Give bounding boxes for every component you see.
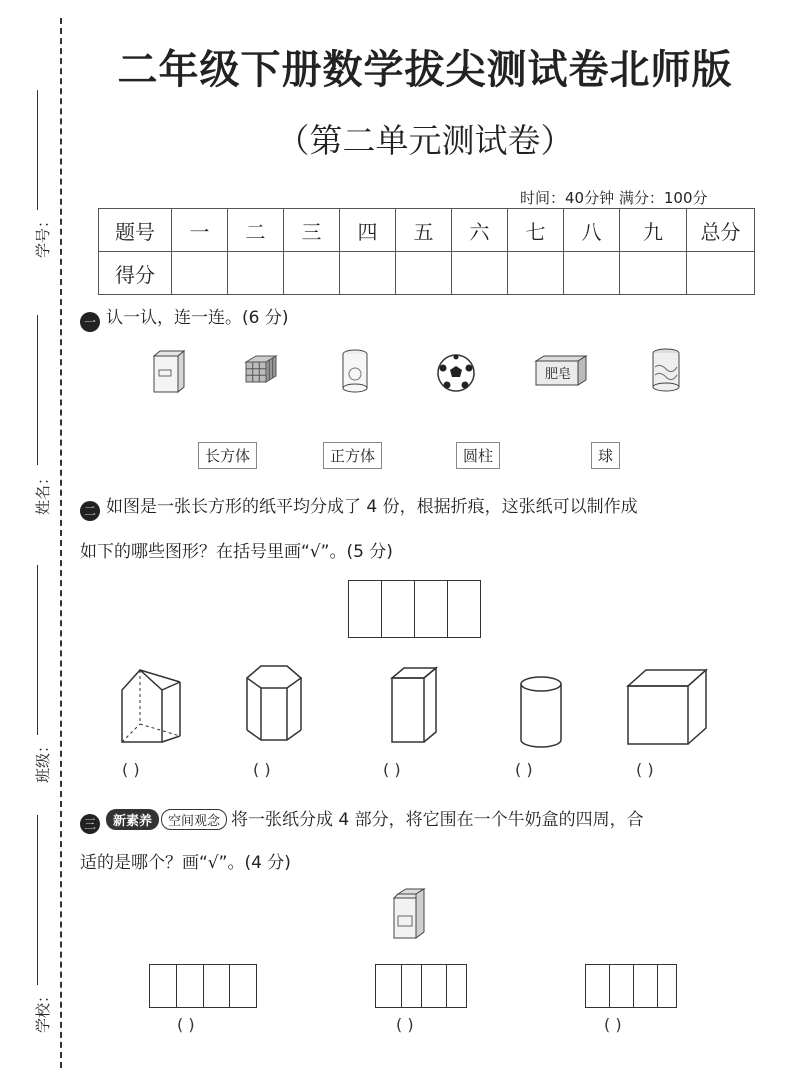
table-col-2: 二 [228, 209, 284, 252]
score-cell[interactable] [396, 252, 452, 295]
table-col-8: 八 [564, 209, 620, 252]
score-cell[interactable] [452, 252, 508, 295]
q2-answer-paren-3[interactable]: ( ) [383, 760, 401, 779]
school-line [37, 815, 38, 985]
page-subtitle: （第二单元测试卷） [276, 121, 574, 160]
q2-answer-paren-2[interactable]: ( ) [253, 760, 271, 779]
cube-shape [622, 664, 712, 748]
score-cell[interactable] [284, 252, 340, 295]
soap-image [534, 355, 588, 387]
score-table [98, 208, 755, 295]
cylinder-shape [516, 674, 566, 750]
new-literacy-badge: 新素养 [106, 809, 159, 830]
score-cell[interactable] [564, 252, 620, 295]
q3-text-line2: 适的是哪个？画“√”。(4 分) [80, 853, 291, 873]
table-col-3: 三 [284, 209, 340, 252]
score-cell[interactable] [228, 252, 284, 295]
name-label: 姓名： [34, 469, 53, 516]
q2-number-badge: 二 [80, 501, 100, 521]
q2-answer-paren-4[interactable]: ( ) [515, 760, 533, 779]
q2-answer-paren-1[interactable]: ( ) [122, 760, 140, 779]
q3-text-line1: 将一张纸分成 4 部分，将它围在一个牛奶盒的四周，合 [231, 810, 644, 830]
spatial-concept-badge: 空间观念 [161, 809, 227, 830]
rubiks-cube-image [242, 352, 282, 392]
q2-text-line2: 如下的哪些图形？在括号里画“√”。(5 分) [80, 542, 393, 562]
q3-answer-paren-1[interactable]: ( ) [177, 1015, 195, 1034]
class-line [37, 565, 38, 735]
table-col-9: 九 [620, 209, 687, 252]
q1-text: 认一认，连一连。(6 分) [106, 308, 289, 328]
tea-box-image [148, 348, 188, 396]
label-cylinder: 圆柱 [456, 442, 500, 469]
page-title: 二年级下册数学拔尖测试卷北师版 [117, 47, 733, 93]
soccer-ball-image [435, 352, 477, 394]
table-col-6: 六 [452, 209, 508, 252]
can-image [338, 348, 372, 396]
soap-label: 肥皂 [544, 367, 571, 382]
q3-prompt-line1 [80, 805, 644, 834]
q3-strip-option-2 [375, 964, 467, 1008]
label-cube: 正方体 [323, 442, 382, 469]
score-table-score-row [99, 252, 755, 295]
q3-number-badge: 三 [80, 814, 100, 834]
milk-carton-image [390, 888, 434, 944]
table-col-4: 四 [340, 209, 396, 252]
class-label: 班级： [34, 737, 53, 784]
school-label: 学校： [34, 987, 53, 1034]
q3-strip-option-3 [585, 964, 677, 1008]
triangular-prism-shape [116, 664, 190, 748]
q3-answer-paren-3[interactable]: ( ) [604, 1015, 622, 1034]
score-cell[interactable] [508, 252, 564, 295]
rectangular-prism-shape [388, 664, 442, 748]
table-header-label: 题号 [99, 209, 172, 252]
label-cuboid: 长方体 [198, 442, 257, 469]
score-cell[interactable] [687, 252, 755, 295]
score-cell[interactable] [340, 252, 396, 295]
time-score-info: 时间：40分钟 满分：100分 [520, 189, 708, 207]
q3-answer-paren-2[interactable]: ( ) [396, 1015, 414, 1034]
hexagonal-prism-shape [243, 660, 309, 746]
tin-can-image [648, 347, 684, 395]
table-row-label: 得分 [99, 252, 172, 295]
table-col-total: 总分 [687, 209, 755, 252]
student-id-label: 学号： [34, 212, 53, 259]
student-id-line [37, 90, 38, 210]
score-cell[interactable] [620, 252, 687, 295]
binding-dashed-line [60, 18, 62, 1068]
table-col-7: 七 [508, 209, 564, 252]
q1-prompt [80, 303, 288, 332]
q2-text-line1: 如图是一张长方形的纸平均分成了 4 份，根据折痕，这张纸可以制作成 [106, 497, 638, 517]
q3-strip-option-1 [149, 964, 257, 1008]
score-table-header-row [99, 209, 755, 252]
table-col-5: 五 [396, 209, 452, 252]
q2-paper-strip [348, 580, 481, 638]
table-col-1: 一 [172, 209, 228, 252]
q2-answer-paren-5[interactable]: ( ) [636, 760, 654, 779]
score-cell[interactable] [172, 252, 228, 295]
label-sphere: 球 [591, 442, 620, 469]
q2-prompt-line1 [80, 492, 638, 521]
q1-number-badge: 一 [80, 312, 100, 332]
name-line [37, 315, 38, 465]
